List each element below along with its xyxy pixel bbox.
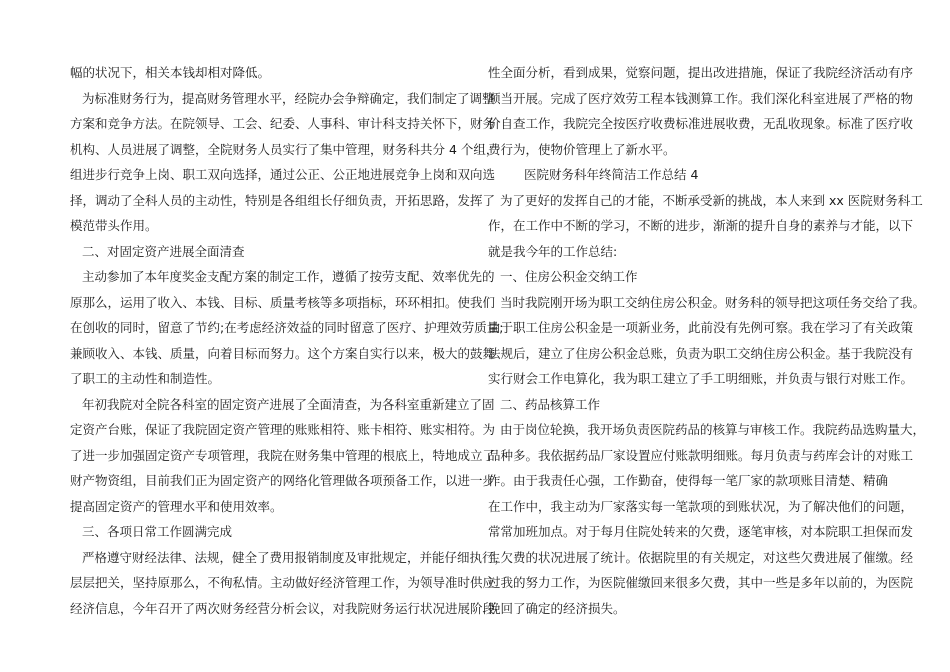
text-line: 实行财会工作电算化，我为职工建立了手工明细账，并负责与银行对账工作。 [488, 371, 914, 386]
text-line: 为标准财务行为，提高财务管理水平，经院办会争辩确定，我们制定了调整 [82, 90, 495, 106]
text-line: 生欠费的状况进展了统计。依据院里的有关规定，对这些欠费进展了催缴。经 [488, 549, 914, 565]
text-line: 提高固定资产的管理水平和使用效率。 [70, 498, 283, 514]
text-line: 二、药品核算工作 [500, 396, 601, 412]
text-line: 由于职工住房公积金是一项新业务，此前没有先例可察。我在学习了有关政策 [488, 320, 914, 335]
text-line: 原那么，运用了收入、本钱、目标、质量考核等多项指标，环环相扣。使我们 [70, 294, 496, 310]
text-line: 费行为，使物价管理上了新水平。 [488, 141, 676, 157]
text-line: 幅的状况下，相关本钱却相对降低。 [70, 65, 271, 80]
text-line: 模范带头作用。 [70, 218, 158, 233]
text-line: 组进步行竞争上岗、职工双向选择，通过公正、公正地进展竞争上岗和双向选 [70, 167, 496, 182]
text-line: 挽回了确定的经济损失。 [488, 600, 626, 616]
text-line: 由于岗位轮换，我开场负责医院药品的核算与审核工作。我院药品选购量大， [500, 422, 926, 437]
text-line: 年初我院对全院各科室的固定资产进展了全面清查，为各科室重新建立了固 [82, 396, 495, 412]
text-line: 作，在工作中不断的学习，不断的进步，渐渐的提升自身的素养与才能，以下 [488, 218, 914, 233]
text-line: 作。由于我责任心强，工作勤奋，使得每一笔厂家的款项账目清楚、精确 [488, 473, 889, 488]
text-line: 常常加班加点。对于每月住院处转来的欠费，逐笔审核，对本院职工担保而发 [488, 524, 914, 539]
text-line: 了进一步加强固定资产专项管理，我院在财务集中管理的根底上，特地成立了 [70, 447, 496, 463]
text-line: 了职工的主动性和制造性。 [70, 371, 221, 386]
text-line: 法规后，建立了住房公积金总账，负责为职工交纳住房公积金。基于我院没有 [488, 345, 914, 361]
text-line: 主动参加了本年度奖金支配方案的制定工作，遵循了按劳支配、效率优先的 [82, 269, 495, 284]
text-line: 严格遵守财经法律、法规，健全了费用报销制度及审批规定，并能仔细执行， [82, 549, 508, 565]
text-line: 经济信息，今年召开了两次财务经营分析会议，对我院财务运行状况进展阶段 [70, 600, 496, 616]
text-line: 性全面分析，看到成果，觉察问题，提出改进措施，保证了我院经济活动有序 [488, 65, 914, 80]
text-line: 在工作中，我主动为厂家落实每一笔款项的到账状况，为了解决他们的问题， [488, 498, 914, 514]
text-line: 方案和竞争方法。在院领导、工会、纪委、人事科、审计科支持关怀下，财务 [70, 116, 496, 131]
text-line: 品种多。我依据药品厂家设置应付账款明细账。每月负责与药库会计的对账工 [488, 447, 914, 463]
text-line: 财产物资组，目前我们正为固定资产的网络化管理做各项预备工作，以进一步 [70, 473, 496, 488]
text-line: 机构、人员进展了调整，全院财务人员实行了集中管理，财务科共分 4 个组， [70, 141, 499, 157]
text-line: 价自查工作，我院完全按医疗收费标准进展收费，无乱收现象。标准了医疗收 [488, 116, 914, 131]
text-line: 层层把关，坚持原那么，不徇私情。主动做好经济管理工作，为领导准时供应 [70, 575, 496, 590]
text-line: 过我的努力工作，为医院催缴回来很多欠费，其中一些是多年以前的，为医院 [488, 575, 914, 590]
text-line: 定资产台账，保证了我院固定资产管理的账账相符、账卡相符、账实相符。为 [70, 422, 496, 437]
text-line: 就是我今年的工作总结: [488, 243, 618, 259]
text-line: 三、各项日常工作圆满完成 [82, 524, 233, 539]
left-text-column [70, 60, 508, 621]
text-line: 兼顾收入、本钱、质量，向着目标而努力。这个方案自实行以来，极大的鼓舞 [70, 345, 496, 361]
text-line: 择，调动了全科人员的主动性，特别是各组组长仔细负责，开拓思路，发挥了 [70, 192, 496, 208]
text-line: 在创收的同时，留意了节约;在考虑经济效益的同时留意了医疗、护理效劳质量; [70, 320, 504, 335]
text-line: 为了更好的发挥自己的才能，不断承受新的挑战，本人来到 xx 医院财务科工 [500, 192, 923, 208]
right-text-column [488, 60, 926, 621]
text-line: 顺当开展。完成了医疗效劳工程本钱测算工作。我们深化科室进展了严格的物 [488, 90, 914, 106]
text-line: 一、住房公积金交纳工作 [500, 269, 638, 284]
text-line: 二、对固定资产进展全面清查 [82, 243, 245, 259]
text-line: 当时我院刚开场为职工交纳住房公积金。财务科的领导把这项任务交给了我。 [500, 294, 926, 310]
text-line: 医院财务科年终简洁工作总结 4 [524, 167, 699, 182]
